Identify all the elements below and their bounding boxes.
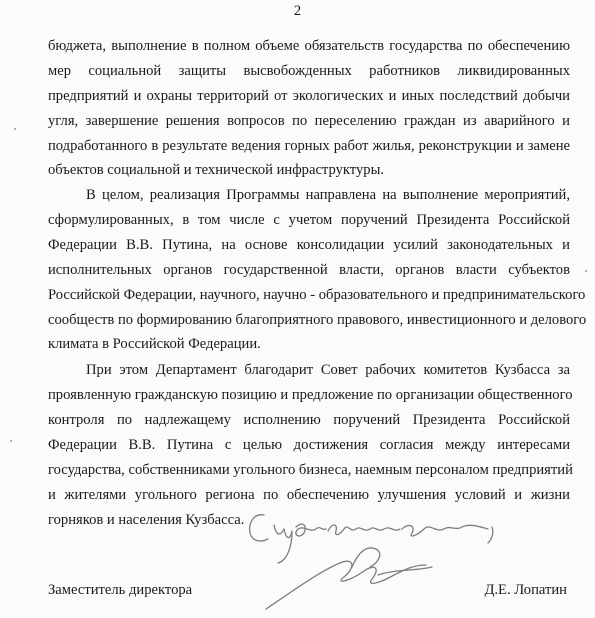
paragraph-1-line-5: подработанного в результате ведения горных работ жилья, реконструкции и замене [48, 138, 570, 154]
closing-stroke-1 [274, 525, 292, 563]
signature-main-stroke [266, 561, 426, 609]
page-number: 2 [293, 3, 302, 19]
paragraph-3-line-2: проявленную гражданскую позицию и предложение по организации общественного [48, 387, 573, 403]
paragraph-2-line-2: сформулированных, в том числе с учетом поручений Президента Российской [48, 212, 570, 228]
signature-loop-stroke [352, 548, 380, 567]
paragraph-1-line-3: предприятий и охраны территорий от экологических и иных последствий добычи [48, 88, 570, 104]
paragraph-2-line-7: климата в Российской Федерации. [48, 336, 261, 352]
paragraph-2-line-6: сообществ по формированию благоприятного правового, инвестиционного и делового [48, 312, 587, 328]
paragraph-3-line-5: государства, собственниками угольного бизнеса, наемным персоналом предприятий [48, 462, 573, 478]
paragraph-3-line-6: и жителями угольного региона по обеспечению улучшения условий и жизни [48, 487, 570, 503]
closing-stroke-3 [328, 525, 400, 535]
paragraph-3-line-1: При этом Департамент благодарит Совет рабочих комитетов Кузбасса за [86, 362, 570, 378]
scan-speck [10, 440, 12, 442]
paragraph-1-line-6: объектов социальной и технической инфраструктуры. [48, 162, 385, 178]
paragraph-2-line-5: Российской Федерации, научного, научно - образовательного и предпринимательского [48, 287, 586, 303]
closing-letter-c-stroke [250, 515, 268, 541]
paragraph-2-line-1: В целом, реализация Программы направлена на выполнение мероприятий, [86, 187, 570, 203]
paragraph-1-line-1: бюджета, выполнение в полном объеме обязательств государства по обеспечению [48, 38, 570, 54]
closing-comma-stroke [488, 527, 493, 543]
paragraph-3-line-7: горняков и населения Кузбасса. [48, 512, 245, 528]
paragraph-3-line-3: контроля по надлежащему исполнению поручений Президента Российской [48, 412, 570, 428]
paragraph-2-line-3: Федерации В.В. Путина, на основе консолидации усилий законодательных и [48, 237, 570, 253]
scan-speck [14, 128, 16, 130]
closing-stroke-2 [296, 524, 326, 536]
closing-stroke-4 [402, 525, 488, 536]
signature-tail-stroke [378, 567, 432, 575]
paragraph-2-line-4: исполнительных органов государственной власти, органов власти субъектов [48, 262, 570, 278]
handwritten-signature [230, 505, 510, 618]
paragraph-3-line-4: Федерации В.В. Путина с целью достижения согласия между интересами [48, 437, 570, 453]
position-title: Заместитель директора [48, 582, 193, 598]
scan-speck [585, 270, 587, 272]
signatory-name: Д.Е. Лопатин [484, 582, 567, 598]
paragraph-1-line-4: угля, завершение решения вопросов по переселению граждан из аварийного и [48, 113, 570, 129]
paragraph-1-line-2: мер социальной защиты высвобожденных работников ликвидированных [48, 63, 570, 79]
